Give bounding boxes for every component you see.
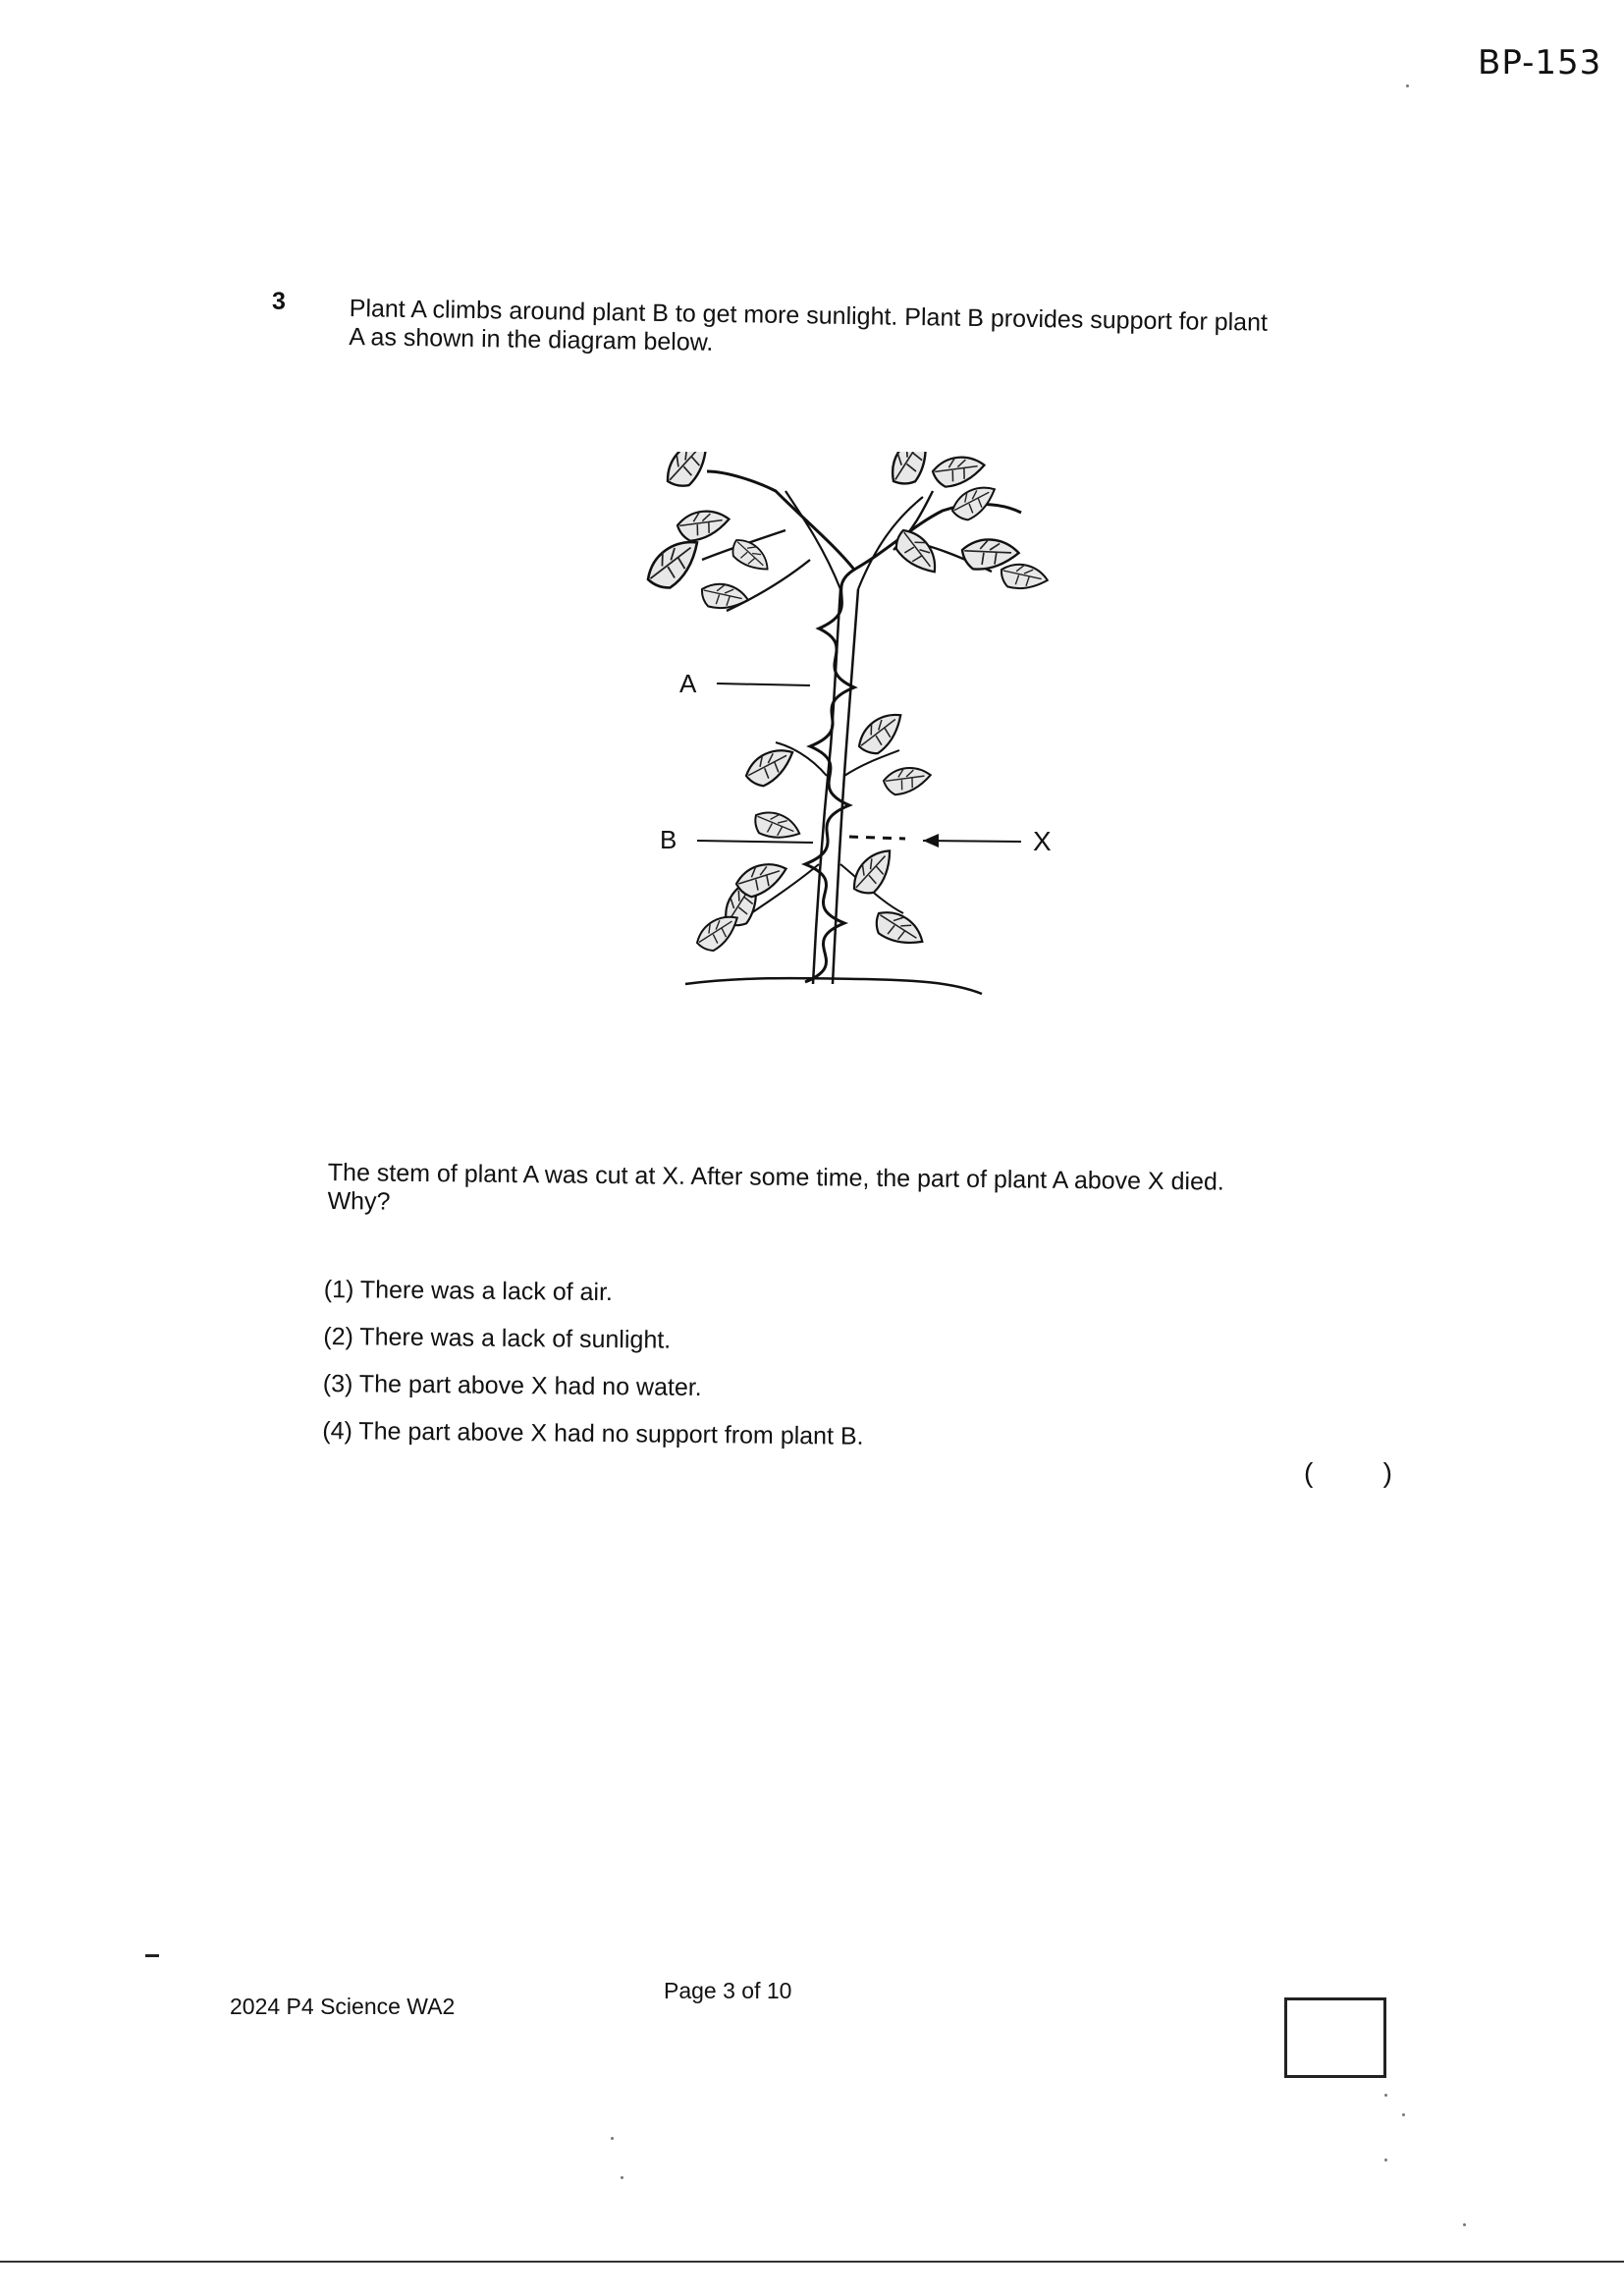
scan-speck xyxy=(1463,2223,1466,2226)
option-2[interactable]: (2) There was a lack of sunlight. xyxy=(323,1322,672,1354)
sub-question: The stem of plant A was cut at X. After some time, the part of plant A above X died. Why? xyxy=(327,1159,1224,1216)
bottom-rule xyxy=(0,2261,1624,2263)
label-x: X xyxy=(1033,826,1052,856)
scan-speck xyxy=(611,2137,614,2140)
score-box[interactable] xyxy=(1284,1997,1386,2078)
answer-bracket[interactable] xyxy=(1304,1457,1392,1489)
answer-bracket-close: ) xyxy=(1382,1457,1392,1488)
option-3[interactable]: (3) The part above X had no water. xyxy=(322,1369,702,1402)
scan-speck xyxy=(1384,2094,1387,2097)
scan-speck xyxy=(1384,2159,1387,2161)
label-b: B xyxy=(660,825,677,854)
scan-speck xyxy=(1406,84,1409,87)
footer-page-number: Page 3 of 10 xyxy=(664,1978,792,2003)
label-b-line xyxy=(697,841,813,843)
question-number: 3 xyxy=(272,288,286,315)
footer-paper-title: 2024 P4 Science WA2 xyxy=(230,1994,456,2019)
scan-speck xyxy=(621,2176,623,2179)
answer-bracket-open: ( xyxy=(1304,1457,1314,1488)
plant-diagram xyxy=(609,452,1100,1011)
label-a: A xyxy=(679,669,697,698)
leaves xyxy=(640,452,1050,959)
options-list xyxy=(322,1275,1110,1471)
question-stem: Plant A climbs around plant B to get more sunlight. Plant B provides support for plant A as shown in the diagram below. xyxy=(349,295,1269,356)
label-a-line xyxy=(717,683,810,685)
cut-dashes xyxy=(849,837,905,839)
paper-code: BP-153 xyxy=(1478,43,1602,82)
scan-speck xyxy=(1402,2113,1405,2116)
margin-mark xyxy=(145,1954,159,1957)
option-4[interactable]: (4) The part above X had no support from plant B. xyxy=(322,1416,864,1450)
x-arrow-head xyxy=(923,834,939,847)
option-1[interactable]: (1) There was a lack of air. xyxy=(323,1276,614,1307)
